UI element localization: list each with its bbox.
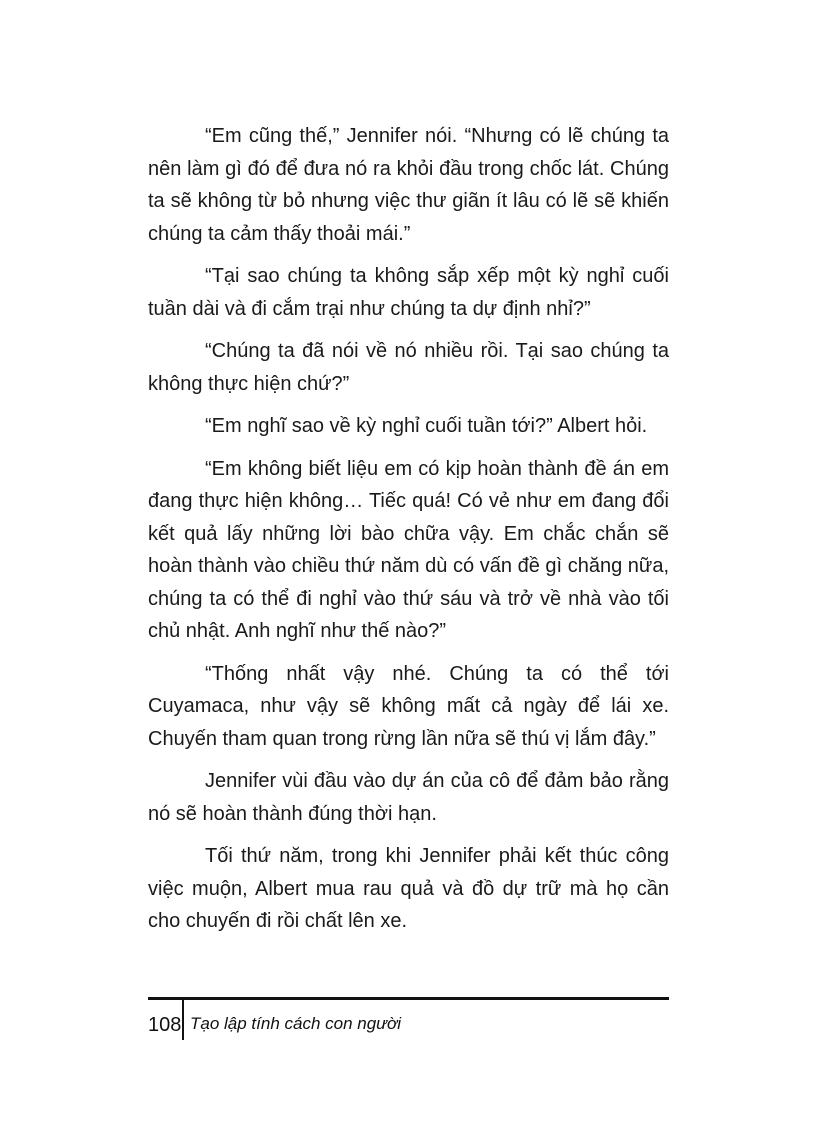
footer-divider bbox=[182, 1000, 184, 1040]
paragraph: Jennifer vùi đầu vào dự án của cô để đảm bảo rằng nó sẽ hoàn thành đúng thời hạn. bbox=[148, 770, 669, 825]
book-title: Tạo lập tính cách con người bbox=[190, 1014, 402, 1033]
paragraph: “Em không biết liệu em có kịp hoàn thành đề án em đang thực hiện không… Tiếc quá! Có vẻ như em đang đổi kết quả lấy những lời bào chữa vậy. Em chắc chắn sẽ hoàn thành vào chiều thứ năm dù có vấn đề gì chăng nữa, chúng ta có thể đi nghỉ vào thứ sáu và trở về nhà vào tối chủ nhật. Anh nghĩ như thế nào?” bbox=[148, 457, 669, 642]
paragraph: “Em cũng thế,” Jennifer nói. “Nhưng có lẽ chúng ta nên làm gì đó để đưa nó ra khỏi đầu trong chốc lát. Chúng ta sẽ không từ bỏ nhưng việc thư giãn ít lâu có lẽ sẽ khiến chúng ta cảm thấy thoải mái.” bbox=[148, 125, 669, 245]
paragraph: Tối thứ năm, trong khi Jennifer phải kết thúc công việc muộn, Albert mua rau quả và đồ dự trữ mà họ cần cho chuyến đi rồi chất lên xe. bbox=[148, 845, 669, 932]
footer-rule bbox=[148, 997, 669, 1000]
body-text bbox=[148, 120, 669, 948]
paragraph: “Tại sao chúng ta không sắp xếp một kỳ nghỉ cuối tuần dài và đi cắm trại như chúng ta dự định nhỉ?” bbox=[148, 265, 669, 320]
paragraph: “Thống nhất vậy nhé. Chúng ta có thể tới Cuyamaca, như vậy sẽ không mất cả ngày để lái xe. Chuyến tham quan trong rừng lần nữa sẽ thú vị lắm đây.” bbox=[148, 662, 669, 750]
paragraph: “Em nghĩ sao về kỳ nghỉ cuối tuần tới?” Albert hỏi. bbox=[205, 415, 648, 437]
page-number: 108 bbox=[148, 1014, 182, 1036]
paragraph: “Chúng ta đã nói về nó nhiều rồi. Tại sao chúng ta không thực hiện chứ?” bbox=[148, 340, 669, 395]
